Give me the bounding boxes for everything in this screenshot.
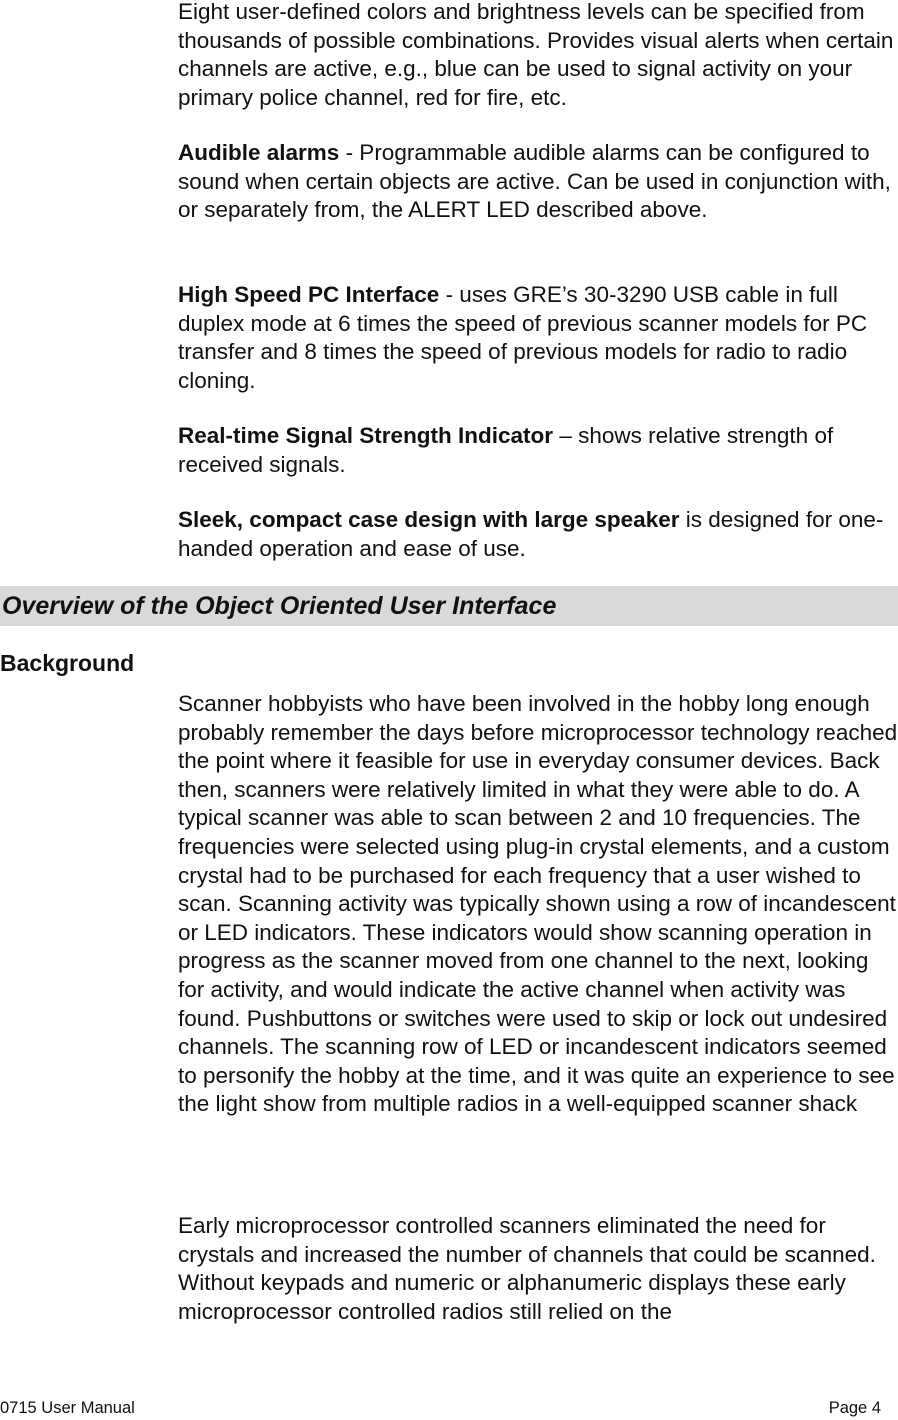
feature-pc-interface — [178, 281, 898, 395]
feature-signal-strength — [178, 422, 898, 479]
feature-text: - Programmable audible alarms can be configured to sound when certain objects are active. Can be used in conjunction with, or separately from, the ALERT LED described above. — [178, 140, 891, 223]
background-paragraph-1: Scanner hobbyists who have been involved in the hobby long enough probably remember the days before microprocessor technology reached the point where it feasible for use in everyday consumer devices. Back then, scanners were relatively limited in what they were able to do. A typical scanner was able to scan between 2 and 10 frequencies. The frequencies were selected using plug-in crystal elements, and a custom crystal had to be purchased for each frequency that a user wished to scan. Scanning activity was typically shown using a row of incandescent or LED indicators. These indicators would show scanning operation in progress as the scanner moved from one channel to the next, looking for activity, and would indicate the active channel when activity was found. Pushbuttons or switches were used to skip or lock out undesired channels. The scanning row of LED or incandescent indicators seemed to personify the hobby at the time, and it was quite an experience to see the light show from multiple radios in a well-equipped scanner shack — [178, 691, 898, 1117]
feature-text: is designed for one-handed operation and ease of use. — [178, 507, 884, 561]
section-header-bar — [0, 586, 898, 626]
section-title: Overview of the Object Oriented User Interface — [2, 592, 557, 620]
footer-page-number: Page 4 — [828, 1399, 881, 1417]
background-paragraph-2: Early microprocessor controlled scanners eliminated the need for crystals and increased the number of channels that could be scanned. Without keypads and numeric or alphanumeric displays these early microprocessor controlled radios still relied on the — [178, 1213, 876, 1324]
feature-case-design — [178, 506, 898, 563]
feature-title: Real-time Signal Strength Indicator — [178, 423, 554, 448]
intro-paragraph: Eight user-defined colors and brightness levels can be specified from thousands of possible combinations. Provides visual alerts when certain channels are active, e.g., blue can be used to signal activity on your primary police channel, red for fire, etc. — [178, 0, 894, 110]
feature-title: Audible alarms — [178, 140, 340, 165]
background-heading: Background — [0, 650, 135, 676]
feature-title: Sleek, compact case design with large speaker — [178, 507, 680, 532]
footer-manual-name: 0715 User Manual — [0, 1399, 135, 1417]
feature-text: - uses GRE’s 30-3290 USB cable in full duplex mode at 6 times the speed of previous scanner models for PC transfer and 8 times the speed of previous models for radio to radio cloning. — [178, 282, 868, 393]
feature-text: – shows relative strength of received signals. — [178, 423, 834, 477]
feature-audible-alarms — [178, 139, 898, 225]
feature-title: High Speed PC Interface — [178, 282, 440, 307]
